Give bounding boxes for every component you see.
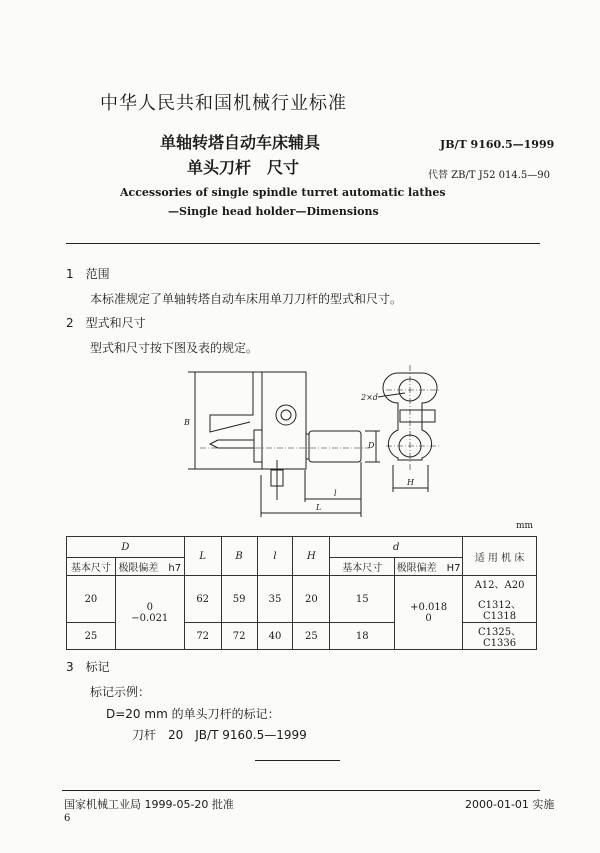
th-B: B	[221, 537, 257, 576]
divider	[66, 243, 540, 244]
label-L: L	[316, 503, 322, 512]
table-rows-0-m1: A12、A20	[474, 580, 525, 591]
table-rows-1-l: 40	[257, 623, 293, 650]
s1-num: 1	[66, 267, 74, 281]
table-rows-1-L: 72	[184, 623, 221, 650]
table-rows-0-H: 20	[293, 576, 330, 623]
end-rule	[255, 760, 340, 761]
table-tolD-0: 0	[146, 601, 153, 613]
table-rows-1-B: 72	[221, 623, 257, 650]
s3-line1: D=20 mm 的单头刀杆的标记：	[106, 707, 280, 721]
holder-drawing	[180, 360, 460, 520]
th-D-tol: 极限偏差 h7	[115, 558, 184, 576]
table-rows-1-m1: C1325、C1336	[463, 623, 537, 650]
table-rows-0-l: 35	[257, 576, 293, 623]
th-machine: 适 用 机 床	[463, 537, 537, 576]
s3-heading	[66, 658, 110, 675]
footer-rule	[62, 790, 540, 791]
table-rows-0-D: 20	[67, 576, 116, 623]
th-d-tol: 极限偏差 H7	[395, 558, 463, 576]
th-d-basic: 基本尺寸	[330, 558, 395, 576]
s3-title: 标记	[85, 660, 110, 674]
table-told-0: +0.018	[410, 601, 448, 613]
s1-title: 范围	[85, 267, 110, 281]
title-en-2: —Single head holder—Dimensions	[168, 205, 379, 218]
label-D: D	[368, 441, 375, 450]
table-rows-1-D: 25	[67, 623, 116, 650]
s1-text: 本标准规定了单轴转塔自动车床用单刀刀杆的型式和尺寸。	[90, 292, 403, 306]
s2-num: 2	[66, 316, 74, 330]
title-en-1: Accessories of single spindle turret automatic lathes	[120, 186, 446, 199]
issuer: 国家机械工业局 1999-05-20 批准	[64, 798, 234, 811]
label-B: B	[184, 418, 190, 427]
th-D-basic: 基本尺寸	[67, 558, 116, 576]
s3-example: 标记示例：	[90, 685, 151, 699]
effective-date: 2000-01-01 实施	[465, 798, 555, 811]
unit: mm	[516, 521, 534, 531]
s3-num: 3	[66, 660, 74, 674]
table-tolD-1: −0.021	[131, 612, 169, 624]
dimension-table	[66, 536, 537, 650]
table-row	[67, 576, 537, 623]
page-number: 6	[64, 813, 71, 824]
th-l: l	[257, 537, 293, 576]
th-H: H	[293, 537, 330, 576]
table-rows-0-L: 62	[184, 576, 221, 623]
label-H: H	[407, 478, 414, 487]
table-told-1: 0	[425, 612, 432, 624]
title-cn-2: 单头刀杆 尺寸	[187, 158, 300, 177]
th-D: D	[67, 537, 185, 558]
table-rows-1-d: 18	[330, 623, 395, 650]
org-standard: 中华人民共和国机械行业标准	[100, 93, 347, 114]
s2-heading	[66, 314, 146, 331]
replaces: 代替 ZB/T J52 014.5—90	[428, 170, 550, 181]
table-rows-0-m2: C1312、C1318	[477, 600, 522, 622]
label-d: 2×d	[361, 393, 378, 402]
table-rows-0-d: 15	[330, 576, 395, 623]
table-rows-0-B: 59	[221, 576, 257, 623]
s2-title: 型式和尺寸	[85, 316, 146, 330]
s1-heading	[66, 265, 110, 282]
label-l: l	[334, 489, 337, 498]
standard-code: JB/T 9160.5—1999	[440, 138, 555, 151]
s2-text: 型式和尺寸按下图及表的规定。	[90, 341, 259, 355]
th-d: d	[330, 537, 463, 558]
table-rows-1-H: 25	[293, 623, 330, 650]
title-cn-1: 单轴转塔自动车床辅具	[160, 133, 321, 152]
th-L: L	[184, 537, 221, 576]
s3-line2: 刀杆 20 JB/T 9160.5—1999	[132, 728, 307, 742]
